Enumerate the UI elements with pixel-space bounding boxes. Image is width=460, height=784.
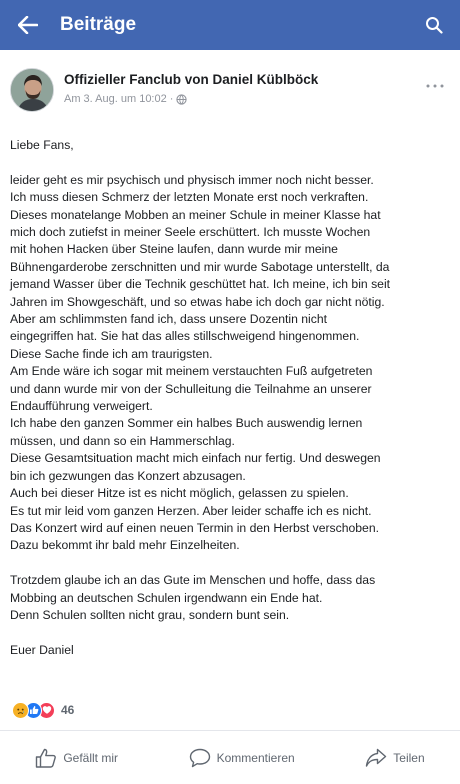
- meta-separator: ·: [169, 93, 174, 105]
- post-meta: [64, 93, 420, 105]
- share-button[interactable]: [357, 740, 432, 776]
- share-arrow-icon: [365, 748, 387, 768]
- arrow-left-icon: [18, 16, 38, 34]
- post-header: [10, 68, 450, 118]
- thumbs-up-icon: [35, 748, 57, 768]
- comment-button[interactable]: [181, 740, 303, 776]
- page-name-link[interactable]: Offizieller Fanclub von Daniel Küblböck: [64, 72, 319, 87]
- post-author-info: [64, 68, 420, 105]
- search-button[interactable]: [412, 0, 456, 50]
- search-icon: [425, 16, 443, 34]
- profile-photo-icon: [11, 69, 54, 112]
- post-paragraph-signoff: Euer Daniel: [10, 642, 74, 657]
- top-app-bar: [0, 0, 460, 50]
- post-options-button[interactable]: [420, 74, 450, 98]
- more-dots-icon: [426, 84, 444, 88]
- sad-reaction-icon: [12, 702, 29, 719]
- comment-bubble-icon: [189, 748, 211, 768]
- post-paragraph-hope: Trotzdem glaube ich an das Gute im Menschen und hoffe, dass das Mobbing an deutschen Schulen irgendwann ein Ende hat. Denn Schulen sollten nicht grau, sondern bunt sein.: [10, 573, 376, 622]
- actions-divider: [0, 730, 460, 731]
- like-button[interactable]: [27, 740, 126, 776]
- post-date[interactable]: Am 3. Aug. um 10:02: [64, 93, 167, 105]
- globe-icon: [176, 94, 187, 105]
- comment-label: Kommentieren: [216, 751, 295, 765]
- post-paragraph-main: leider geht es mir psychisch und physisch immer noch nicht besser. Ich muss diesen Schmerz der letzten Monate erst noch verkraften. Dieses monatelange Mobben an meiner Schule in meiner Klasse hat mich doch zutiefst in meiner Seele erschüttert. Ich musste Wochen mit hohen Hacken über Steine laufen, dann wurde mir meine Bühnengarderobe zerschnitten und mir wurde Sabotage unterstellt, da jemand Wasser über die Technik geschüttet hat. Ich meine, ich bin seit Jahren im Showgeschäft, und so etwas habe ich doch gar nicht nötig. Aber am schlimmsten fand ich, dass unsere Dozentin nicht eingegriffen hat. Sie hat das alles stillschweigend hingenommen. Diese Sache finde ich am traurigsten. Am Ende wäre ich sogar mit meinem verstauchten Fuß aufgetreten und dann wurde mir von der Schulleitung die Teilnahme an unserer Endaufführung verweigert. Ich habe den ganzen Sommer ein halbes Buch auswendig lernen müssen, und dann so ein Hammerschlag. Diese Gesamtsituation macht mich einfach nur fertig. Und deswegen bin ich gezwungen das Konzert abzusagen. Auch bei dieser Hitze ist es nicht möglich, gelassen zu spielen. Es tut mir leid vom ganzen Herzen. Aber leider schaffe ich es nicht. Das Konzert wird auf einen neuen Termin in den Herbst verschoben. Dazu bekommt ihr bald mehr Einzelheiten.: [10, 172, 391, 553]
- page-title: Beiträge: [60, 14, 137, 35]
- back-button[interactable]: [6, 0, 50, 50]
- post-paragraph-greeting: Liebe Fans,: [10, 138, 74, 152]
- post-text: [10, 137, 450, 677]
- like-label: Gefällt mir: [63, 751, 118, 765]
- reaction-count: 46: [61, 703, 75, 717]
- avatar[interactable]: [10, 68, 54, 112]
- reactions-summary[interactable]: [12, 700, 74, 720]
- share-label: Teilen: [393, 751, 425, 765]
- post-actions-bar: [0, 738, 460, 778]
